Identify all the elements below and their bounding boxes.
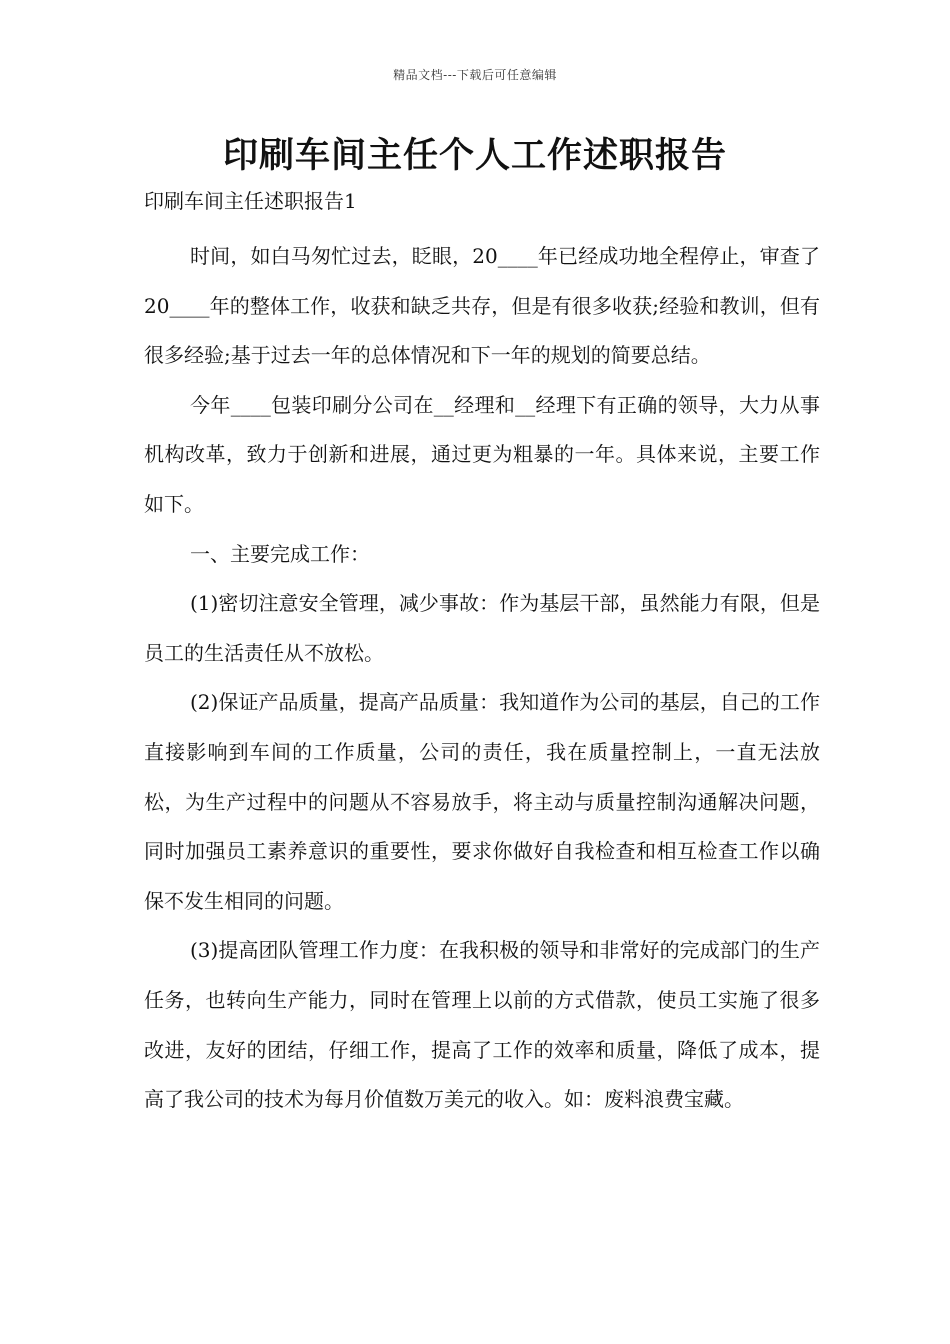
- paragraph-item-1: (1)密切注意安全管理，减少事故：作为基层干部，虽然能力有限，但是员工的生活责任从不放松。: [144, 591, 820, 665]
- section-subtitle: 印刷车间主任述职报告1: [144, 189, 357, 213]
- paragraph-item-3: (3)提高团队管理工作力度：在我积极的领导和非常好的完成部门的生产任务，也转向生产能力，同时在管理上以前的方式借款，使员工实施了很多改进，友好的团结，仔细工作，提高了工作的效率和质量，降低了成本，提高了我公司的技术为每月价值数万美元的收入。如：废料浪费宝藏。: [144, 938, 820, 1112]
- section-heading-main-work: 一、主要完成工作：: [190, 541, 370, 566]
- paragraph-leadership: 今年____包装印刷分公司在__经理和__经理下有正确的领导，大力从事机构改革，致力于创新和进展，通过更为粗暴的一年。具体来说，主要工作如下。: [144, 392, 820, 516]
- document-title: 印刷车间主任个人工作述职报告: [222, 135, 727, 176]
- paragraph-intro: 时间，如白马匆忙过去，眨眼，20____年已经成功地全程停止，审查了20____年的整体工作，收获和缺乏共存，但是有很多收获;经验和教训，但有很多经验;基于过去一年的总体情况和下一年的规划的简要总结。: [144, 244, 820, 368]
- paragraph-item-2: (2)保证产品质量，提高产品质量：我知道作为公司的基层，自己的工作直接影响到车间的工作质量，公司的责任，我在质量控制上，一直无法放松，为生产过程中的问题从不容易放手，将主动与质量控制沟通解决问题，同时加强员工素养意识的重要性，要求你做好自我检查和相互检查工作以确保不发生相同的问题。: [144, 690, 820, 913]
- document-body: [144, 186, 820, 1125]
- header-note: 精品文档---下载后可任意编辑: [393, 68, 557, 82]
